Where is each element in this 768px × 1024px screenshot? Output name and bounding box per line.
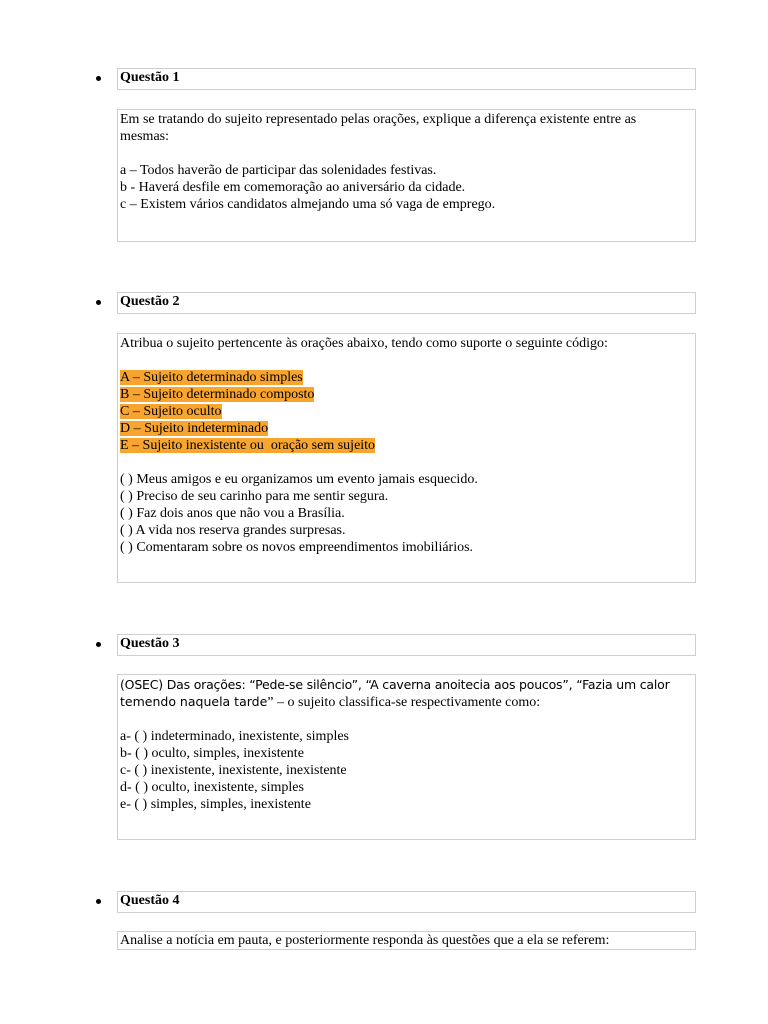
question-3-option: c- ( ) inexistente, inexistente, inexistente: [120, 763, 347, 778]
question-1-box: [117, 109, 696, 242]
question-1-item: c – Existem vários candidatos almejando uma só vaga de emprego.: [120, 197, 496, 212]
question-4-box: [117, 931, 696, 950]
code-a-highlight: A – Sujeito determinado simples: [120, 370, 303, 385]
question-3-prompt-line-2a: temendo naquela tarde: [120, 694, 268, 709]
question-1-item: a – Todos haverão de participar das solenidades festivas.: [120, 163, 437, 178]
question-2-sentence: ( ) Preciso de seu carinho para me sentir segura.: [120, 489, 389, 504]
question-3-title: Questão 3: [120, 636, 180, 651]
question-2-heading: [117, 292, 696, 314]
question-1-prompt-line-1: Em se tratando do sujeito representado pelas orações, explique a diferença existente entre as: [120, 112, 637, 127]
question-2-sentence: ( ) Faz dois anos que não vou a Brasília.: [120, 506, 345, 521]
question-1-item: b - Haverá desfile em comemoração ao aniversário da cidade.: [120, 180, 466, 195]
bullet-icon: [96, 642, 101, 647]
question-3-box: [117, 674, 696, 840]
question-2-sentence: ( ) Comentaram sobre os novos empreendimentos imobiliários.: [120, 540, 474, 555]
question-2-sentence: ( ) A vida nos reserva grandes surpresas.: [120, 523, 346, 538]
bullet-icon: [96, 899, 101, 904]
code-d-highlight: D – Sujeito indeterminado: [120, 421, 269, 436]
question-3-option: d- ( ) oculto, inexistente, simples: [120, 780, 304, 795]
question-2-title: Questão 2: [120, 294, 180, 309]
question-3-option: b- ( ) oculto, simples, inexistente: [120, 746, 304, 761]
question-4-prompt: Analise a notícia em pauta, e posteriormente responda às questões que a ela se referem:: [120, 933, 610, 948]
code-e-highlight: E – Sujeito inexistente ou oração sem sujeito: [120, 438, 376, 453]
bullet-icon: [96, 300, 101, 305]
question-2-sentence: ( ) Meus amigos e eu organizamos um evento jamais esquecido.: [120, 472, 478, 487]
question-4-heading: [117, 891, 696, 913]
question-3-heading: [117, 634, 696, 656]
question-3-prompt-line-1: (OSEC) Das orações: “Pede-se silêncio”, “A caverna anoitecia aos poucos”, “Fazia um calor: [120, 677, 670, 692]
question-2-prompt: Atribua o sujeito pertencente às orações abaixo, tendo como suporte o seguinte código:: [120, 336, 608, 351]
question-2-box: [117, 333, 696, 583]
code-b-highlight: B – Sujeito determinado composto: [120, 387, 315, 402]
question-1-heading: [117, 68, 696, 90]
code-c-highlight: C – Sujeito oculto: [120, 404, 222, 419]
question-3-option: a- ( ) indeterminado, inexistente, simples: [120, 729, 349, 744]
question-3-option: e- ( ) simples, simples, inexistente: [120, 797, 311, 812]
question-1-title: Questão 1: [120, 70, 180, 85]
bullet-icon: [96, 76, 101, 81]
question-4-title: Questão 4: [120, 893, 180, 908]
question-3-prompt-line-2b: ” – o sujeito classifica-se respectivamente como:: [267, 695, 541, 710]
question-1-prompt-line-2: mesmas:: [120, 129, 169, 144]
